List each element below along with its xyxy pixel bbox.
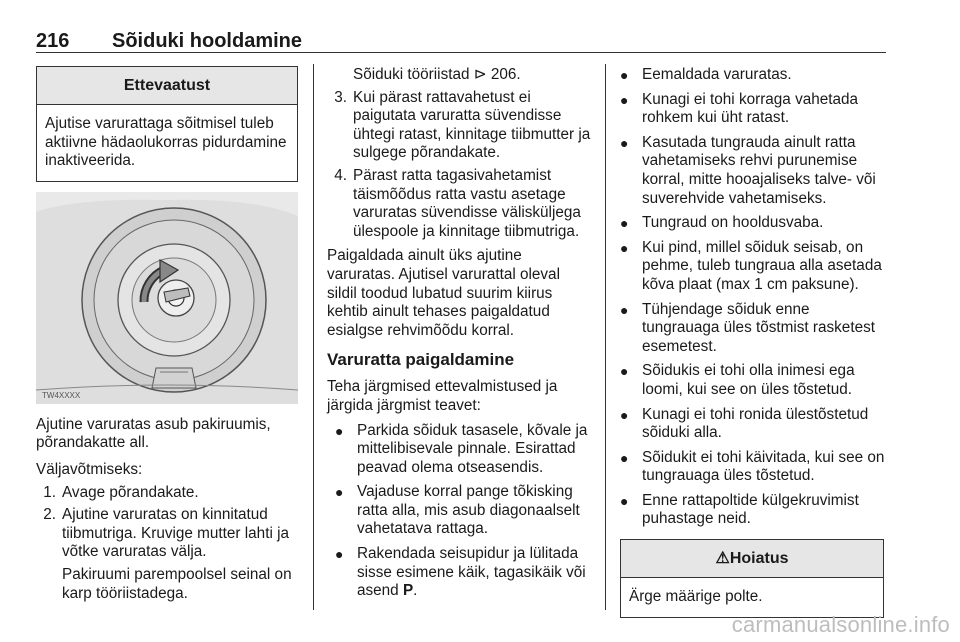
bullet-icon: ● bbox=[620, 215, 629, 232]
step-item: 2. Ajutine varuratas on kinnitatud tiibmutriga. Kruvige mutter lahti ja võtke varuratas välja. bbox=[43, 506, 289, 561]
column-divider-left bbox=[313, 64, 314, 610]
bullet-icon: ● bbox=[620, 363, 629, 380]
bullet-icon: ● bbox=[335, 546, 344, 563]
step-item: 4. Pärast ratta tagasivahetamist täismõõdus ratta vastu asetage varuratas süvendisse välisküljega ülespoole ja kinnitage tiibmutriga. bbox=[334, 166, 581, 240]
step-item: 3. Kui pärast rattavahetust ei paigutata varuratta süvendisse ühtegi ratast, kinnitage tiibmutter ja sulgege põrandakate. bbox=[334, 88, 591, 162]
list-item: ● Rakendada seisupidur ja lülitada sisse esimene käik, tagasikäik või asend P. bbox=[335, 545, 586, 600]
step2-note: Pakiruumi parempoolsel seinal on karp tööriistadega. bbox=[62, 565, 292, 602]
intro-text: Ajutine varuratas asub pakiruumis, põrandakatte all. bbox=[36, 415, 271, 452]
list-item: ● Tungraud on hooldusvaba. bbox=[620, 214, 824, 232]
single-spare-paragraph: Paigaldada ainult üks ajutine varuratas. Ajutisel varurattal oleval sildil toodud lubatud suurim kiirus kehtib ainult tehases paigaldatud esialgse rehvimõõdu korral. bbox=[327, 247, 560, 339]
list-item: ● Kasutada tungrauda ainult ratta vahetamiseks rehvi purunemise korral, mitte hooajaliseks talve- või suverehvide vahetamiseks. bbox=[620, 133, 876, 207]
list-item: ● Parkida sõiduk tasasele, kõvale ja mittelibisevale pinnale. Esirattad peavad olema otseasendis. bbox=[335, 421, 588, 476]
warning-heading: ⚠Hoiatus bbox=[621, 540, 883, 578]
step-item: 1. Avage põrandakate. bbox=[43, 483, 199, 501]
list-item: ● Enne rattapoltide külgekruvimist puhastage neid. bbox=[620, 491, 859, 528]
bullet-icon: ● bbox=[620, 134, 629, 151]
bullet-icon: ● bbox=[620, 67, 629, 83]
right-column bbox=[620, 66, 886, 618]
bullet-icon: ● bbox=[335, 422, 344, 439]
removal-label: Väljavõtmiseks: bbox=[36, 460, 143, 478]
caution-box bbox=[36, 66, 298, 182]
bullet-icon: ● bbox=[620, 492, 629, 509]
caution-heading: Ettevaatust bbox=[37, 67, 297, 105]
spare-wheel-drawing bbox=[36, 192, 298, 404]
warning-text: Ärge määrige polte. bbox=[629, 588, 763, 606]
page-ref-icon: ⊳ bbox=[473, 66, 487, 83]
bullet-icon: ● bbox=[620, 301, 629, 318]
column-divider-right bbox=[605, 64, 606, 610]
page-title: Sõiduki hooldamine bbox=[112, 30, 303, 52]
header-rule bbox=[36, 52, 886, 53]
list-item: ● Sõidukit ei tohi käivitada, kui see on tungrauaga üles tõstetud. bbox=[620, 448, 885, 485]
list-item: ● Vajaduse korral pange tõkisking ratta alla, mis asub diagonaalselt vahetatava rattaga. bbox=[335, 483, 580, 538]
page-number: 216 bbox=[36, 30, 70, 52]
list-item: ● Kui pind, millel sõiduk seisab, on pehme, tuleb tungraua alla asetada kõva plaat (max 1 cm paksune). bbox=[620, 238, 882, 293]
caution-text: Ajutise varurattaga sõitmisel tuleb aktiivne hädaolukorras pidurdamine inaktiveerida. bbox=[45, 115, 287, 170]
warning-box bbox=[620, 539, 884, 618]
warning-triangle-icon: ⚠ bbox=[715, 550, 730, 568]
section-title: Varuratta paigaldamine bbox=[327, 350, 515, 370]
spare-wheel-illustration bbox=[36, 192, 298, 404]
list-item: ● Kunagi ei tohi ronida ülestõstetud sõiduki alla. bbox=[620, 405, 869, 442]
preparation-text: Teha järgmised ettevalmistused ja järgida järgmist teavet: bbox=[327, 378, 558, 414]
list-item: ● Kunagi ei tohi korraga vahetada rohkem kui üht ratast. bbox=[620, 90, 859, 127]
tools-reference: Sõiduki tööriistad ⊳ 206. bbox=[353, 66, 521, 83]
bullet-icon: ● bbox=[620, 91, 629, 108]
list-item: ● Eemaldada varuratas. bbox=[620, 66, 792, 83]
bullet-icon: ● bbox=[620, 449, 629, 466]
middle-column bbox=[327, 66, 593, 607]
page-header bbox=[36, 30, 886, 54]
left-column bbox=[36, 66, 300, 603]
list-item: ● Tühjendage sõiduk enne tungrauaga üles tõstmist rasketest esemetest. bbox=[620, 300, 875, 355]
watermark: carmanualsonline.info bbox=[731, 612, 950, 637]
list-item: ● Sõidukis ei tohi olla inimesi ega loomi, kui see on üles tõstetud. bbox=[620, 362, 855, 398]
bullet-icon: ● bbox=[335, 484, 344, 501]
bullet-icon: ● bbox=[620, 239, 629, 256]
bullet-icon: ● bbox=[620, 406, 629, 423]
figure-code: TW4XXXX bbox=[42, 390, 81, 400]
